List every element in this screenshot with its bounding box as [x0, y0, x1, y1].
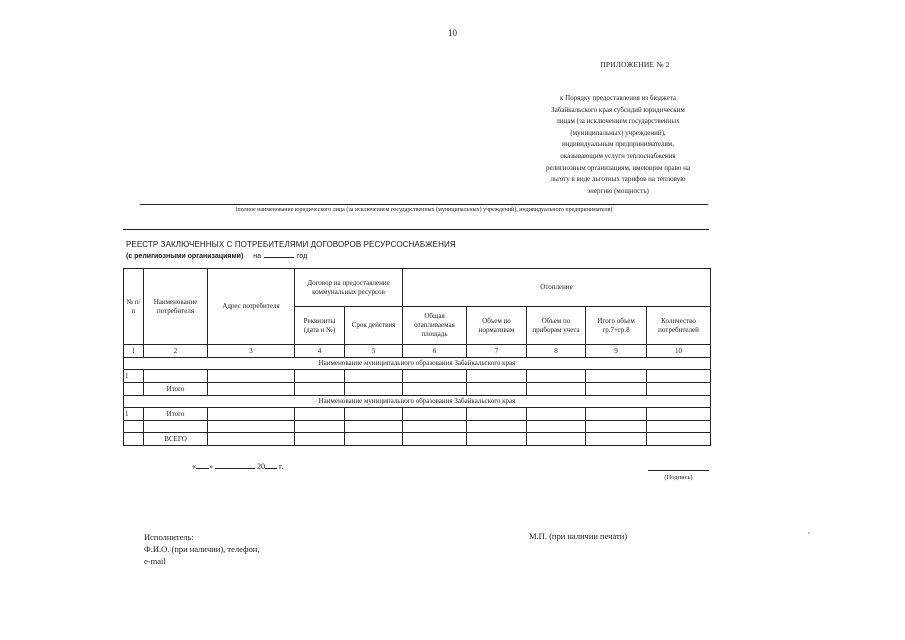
registry-subtitle [126, 250, 307, 260]
signature-line [648, 470, 709, 471]
appendix-text [524, 93, 712, 197]
column-number: 5 [345, 345, 403, 358]
header-consumer-count: Количество потребителей [647, 307, 711, 345]
column-number: 1 [124, 345, 144, 358]
date-line [192, 460, 283, 471]
page-number: 10 [448, 28, 457, 38]
registry-subtitle-on: на [253, 253, 261, 260]
column-number: 6 [403, 345, 467, 358]
month-blank [215, 460, 255, 469]
executor-email: e-mail [144, 556, 166, 566]
section-municipality: Наименование муниципального образования Забайкальского края [124, 358, 711, 370]
appendix-title: ПРИЛОЖЕНИЕ № 2 [600, 60, 670, 69]
header-requisites: Реквизиты (дата и №) [295, 307, 345, 345]
grand-total-row [124, 433, 711, 446]
legal-entity-caption: (полное наименование юридического лица (за исключением государственных (муниципальных) учреждений), индивидуального предпринимателя) [235, 207, 613, 213]
registry-frame-top [123, 229, 709, 230]
header-num: № п/п [124, 269, 144, 345]
appendix-line: религиозным организациям, имеющим право на [546, 163, 690, 172]
registry-subtitle-bold: (с религиозными организациями) [126, 253, 244, 260]
header-heating: Отопление [403, 269, 711, 307]
year-blank [265, 460, 277, 469]
subtotal-label: Итого [144, 408, 208, 421]
subtotal-label: Итого [144, 383, 208, 396]
year-blank [264, 250, 294, 258]
date-close-quote: » [209, 462, 213, 471]
stamp-placeholder: М.П. (при наличии печати) [529, 531, 628, 541]
appendix-line: оказывающим услуги теплоснабжения [560, 151, 676, 160]
registry-subtitle-year: год [297, 253, 308, 260]
appendix-line: к Порядку предоставления из бюджета [559, 94, 677, 102]
header-contract: Договор на предоставление коммунальных ресурсов [295, 269, 403, 307]
column-number: 10 [647, 345, 711, 358]
header-consumer-name: Наименование потребителя [144, 269, 208, 345]
column-number: 3 [208, 345, 295, 358]
executor-fio: Ф.И.О. (при наличии), телефон, [144, 544, 260, 554]
table-row [124, 408, 711, 421]
column-number: 7 [467, 345, 527, 358]
signature-caption: (Подпись) [664, 474, 693, 481]
appendix-line: (муниципальных) учреждений), [570, 128, 666, 137]
column-number: 9 [586, 345, 647, 358]
scan-speck [808, 532, 810, 534]
appendix-line: индивидуальным предпринимателям, [562, 140, 674, 149]
table-row [124, 370, 711, 383]
date-year-suffix: г. [279, 462, 284, 471]
column-number: 4 [295, 345, 345, 358]
header-heated-area: Общая отапливаемая площадь [403, 307, 467, 345]
appendix-line: льготу в виде льготных тарифов на тепловую [550, 175, 686, 184]
legal-entity-field-line [140, 204, 708, 205]
table-row [124, 421, 711, 433]
date-open-quote: « [192, 462, 196, 471]
header-term: Срок действия [345, 307, 403, 345]
subtotal-row [124, 383, 711, 396]
registry-title: РЕЕСТР ЗАКЛЮЧЕННЫХ С ПОТРЕБИТЕЛЯМИ ДОГОВОРОВ РЕСУРСОСНАБЖЕНИЯ [126, 240, 456, 249]
executor-label: Исполнитель: [144, 532, 194, 542]
header-volume-norm: Объем по нормативам [467, 307, 527, 345]
date-century: 20 [257, 462, 265, 471]
appendix-line: лицам (за исключением государственных [556, 117, 680, 126]
header-volume-meter: Объем по приборам учета [527, 307, 586, 345]
row-num: 1 [124, 408, 144, 421]
column-number: 2 [144, 345, 208, 358]
registry-table [123, 268, 711, 446]
row-num: 1 [124, 370, 144, 383]
grand-total-label: ВСЕГО [144, 433, 208, 446]
header-consumer-address: Адрес потребителя [208, 269, 295, 345]
column-number: 8 [527, 345, 586, 358]
appendix-line: энергию (мощность) [587, 186, 649, 195]
section-municipality: Наименование муниципального образования Забайкальского края [124, 396, 711, 408]
executor-block [144, 531, 259, 567]
header-total-volume: Итого объем гр.7+гр.8 [586, 307, 647, 345]
appendix-line: Забайкальского края субсидий юридическим [551, 105, 685, 114]
day-blank [196, 460, 209, 469]
